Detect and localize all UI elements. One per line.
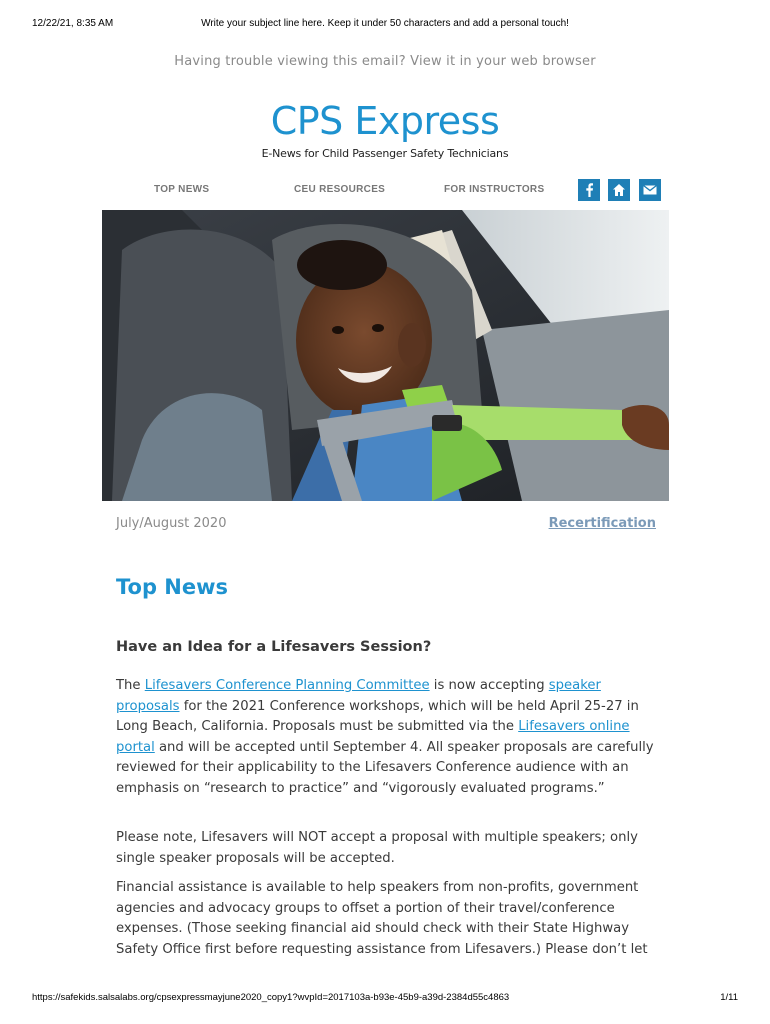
lifesavers-portal-link[interactable]: Lifesavers online portal [116,719,630,755]
print-footer [32,992,738,1006]
recertification-link[interactable]: Recertification [548,516,656,531]
facebook-icon[interactable] [578,179,600,201]
issue-meta-row [116,516,656,536]
logo-tagline: E-News for Child Passenger Safety Technicians [261,147,509,160]
page-number: 1/11 [720,992,738,1003]
view-in-browser-link[interactable] [0,54,770,69]
nav-ceu-resources[interactable]: CEU RESOURCES [294,184,386,195]
home-icon[interactable] [608,179,630,201]
p1-text-3: for the 2021 Conference workshops, which will be held April 25-27 in Long Beach, California. Proposals must be submitted via the [116,698,639,734]
lifesavers-committee-link[interactable]: Lifesavers Conference Planning Committee [144,678,430,693]
nav-top-news[interactable]: TOP NEWS [154,184,210,195]
top-nav [102,178,668,204]
logo-title: CPS Express [270,99,500,143]
p1-text-1: The [116,678,145,693]
article-title: Have an Idea for a Lifesavers Session? [116,639,432,655]
mail-icon[interactable] [639,179,661,201]
section-title-top-news: Top News [116,575,229,599]
print-url: https://safekids.salsalabs.org/cpsexpressmayjune2020_copy1?wvpId=2017103a-b93e-45b9-a39d-2384d55c4863 [32,992,510,1003]
view-in-browser-text[interactable]: Having trouble viewing this email? View it in your web browser [174,54,596,69]
article-paragraph-2: Please note, Lifesavers will NOT accept a proposal with multiple speakers; only single speaker proposals will be accepted. [116,830,638,866]
speaker-proposals-link[interactable]: speaker proposals [116,678,601,714]
p1-text-4: and will be accepted until September 4. All speaker proposals are carefully reviewed for their applicability to the Lifesavers Conference audience with an emphasis on “research to practice” and “vigorously evaluated programs.” [116,739,654,796]
nav-for-instructors[interactable]: FOR INSTRUCTORS [444,184,545,195]
child-in-car-seat-photo [102,210,669,501]
p1-text-2: is now accepting [429,678,549,693]
newsletter-logo [0,98,770,160]
print-timestamp: 12/22/21, 8:35 AM [32,18,114,29]
issue-date: July/August 2020 [116,516,227,531]
article-paragraph-3: Financial assistance is available to help speakers from non-profits, government agencies and advocacy groups to offset a portion of their travel/conference expenses. (Those seeking financial aid should check with their State Highway Safety Office first before requesting assistance from Lifesavers.) Please don’t let [116,880,648,957]
print-header [32,18,738,32]
hero-photo [102,210,669,501]
article-paragraph-1 [116,676,656,799]
email-subject-line: Write your subject line here. Keep it under 50 characters and add a personal touch! [201,18,569,29]
